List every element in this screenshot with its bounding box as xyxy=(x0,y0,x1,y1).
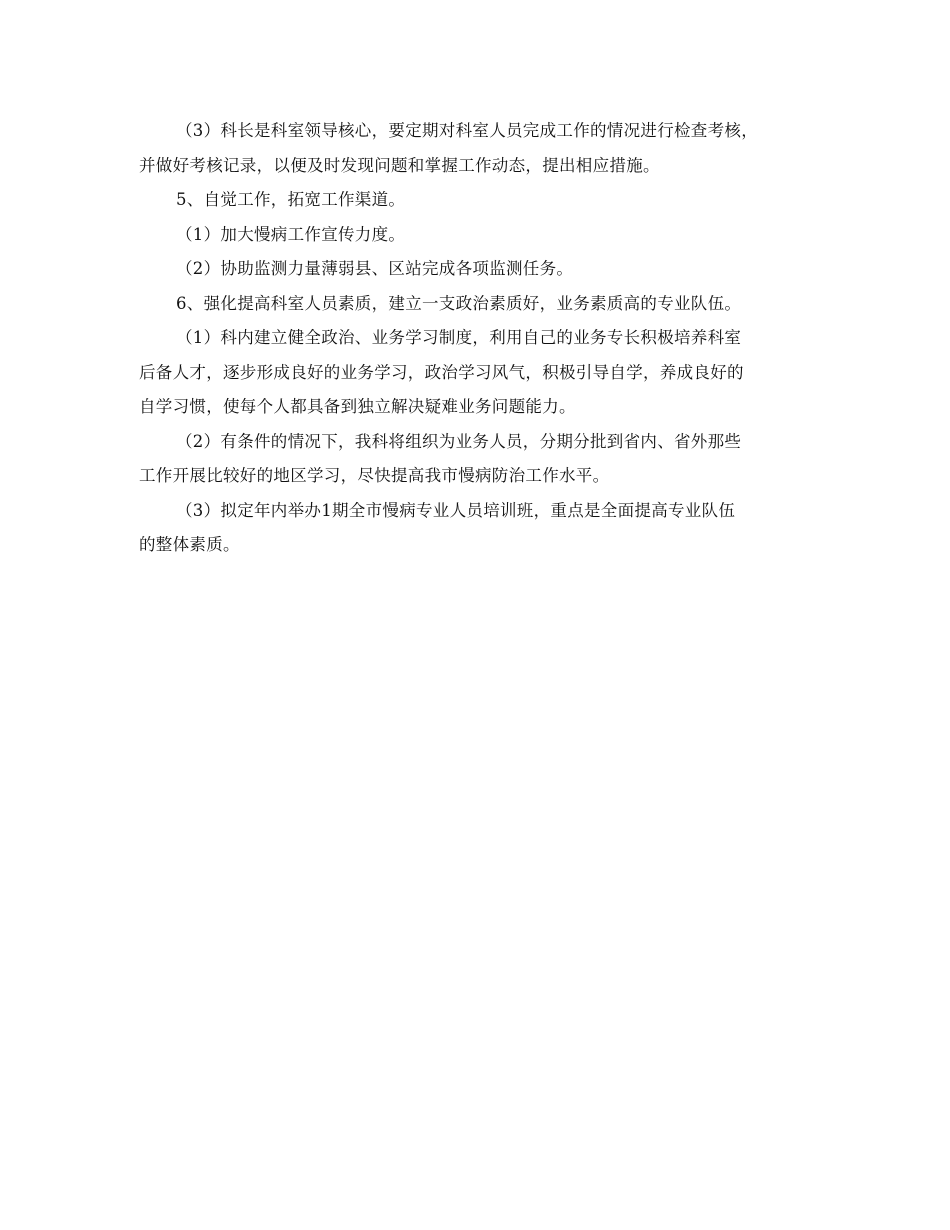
paragraph-line: （1）科内建立健全政治、业务学习制度，利用自己的业务专长积极培养科室 xyxy=(176,328,742,347)
paragraph-line: 后备人才，逐步形成良好的业务学习，政治学习风气，积极引导自学，养成良好的 xyxy=(139,362,744,382)
section-heading-text: 6、强化提高科室人员素质，建立一支政治素质好，业务素质高的专业队伍。 xyxy=(176,293,742,313)
paragraph-line: 自学习惯，使每个人都具备到独立解决疑难业务问题能力。 xyxy=(139,397,576,416)
section-5-heading xyxy=(139,183,829,218)
paragraph-line: 的整体素质。 xyxy=(139,535,240,554)
item-6-1 xyxy=(139,321,829,425)
section-6-heading xyxy=(139,287,829,322)
paragraph-line: 工作开展比较好的地区学习，尽快提高我市慢病防治工作水平。 xyxy=(139,466,610,485)
list-item-text: （2）协助监测力量薄弱县、区站完成各项监测任务。 xyxy=(176,259,574,278)
paragraph-line: （3）科长是科室领导核心，要定期对科室人员完成工作的情况进行检查考核， xyxy=(176,121,758,140)
item-6-2 xyxy=(139,425,829,494)
list-item-text: （1）加大慢病工作宣传力度。 xyxy=(176,224,406,244)
item-5-2 xyxy=(139,252,829,287)
document-body xyxy=(139,114,829,563)
paragraph-line: 并做好考核记录，以便及时发现问题和掌握工作动态，提出相应措施。 xyxy=(139,155,660,175)
item-6-3 xyxy=(139,494,829,563)
paragraph-line: （2）有条件的情况下，我科将组织为业务人员，分期分批到省内、省外那些 xyxy=(176,431,742,451)
paragraph-3-assessment xyxy=(139,114,829,183)
section-heading-text: 5、自觉工作，拓宽工作渠道。 xyxy=(176,190,406,209)
item-5-1 xyxy=(139,218,829,253)
paragraph-line: （3）拟定年内举办1期全市慢病专业人员培训班，重点是全面提高专业队伍 xyxy=(176,500,736,520)
